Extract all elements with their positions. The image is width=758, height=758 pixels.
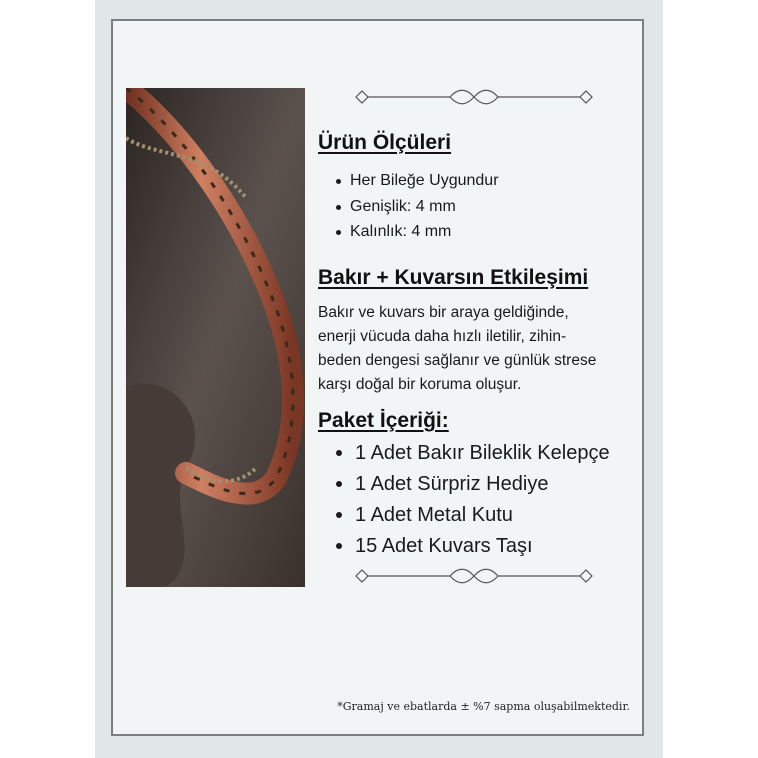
list-item: 1 Adet Bakır Bileklik Kelepçe [336, 441, 610, 472]
product-dimensions-list [336, 171, 499, 248]
list-item: 1 Adet Sürpriz Hediye [336, 472, 610, 503]
list-item: Genişlik: 4 mm [336, 197, 499, 223]
package-contents-heading: Paket İçeriği: [318, 409, 449, 432]
ornamental-divider-icon [354, 567, 594, 585]
interaction-heading: Bakır + Kuvarsın Etkileşimi [318, 266, 589, 289]
bracelet-photo [126, 88, 305, 587]
paragraph-line: karşı doğal bir koruma oluşur. [318, 376, 522, 393]
footnote: *Gramaj ve ebatlarda ± %7 sapma oluşabilmektedir. [337, 700, 630, 713]
paragraph-line: Bakır ve kuvars bir araya geldiğinde, [318, 304, 569, 321]
list-item: Kalınlık: 4 mm [336, 222, 499, 248]
package-contents-list [336, 441, 610, 565]
paragraph-line: enerji vücuda daha hızlı iletilir, zihin- [318, 328, 567, 345]
list-item: Her Bileğe Uygundur [336, 171, 499, 197]
list-item: 15 Adet Kuvars Taşı [336, 534, 610, 565]
interaction-paragraph [318, 301, 618, 397]
list-item: 1 Adet Metal Kutu [336, 503, 610, 534]
ornamental-divider-icon [354, 88, 594, 106]
paragraph-line: beden dengesi sağlanır ve günlük strese [318, 352, 597, 369]
product-dimensions-heading: Ürün Ölçüleri [318, 131, 452, 154]
